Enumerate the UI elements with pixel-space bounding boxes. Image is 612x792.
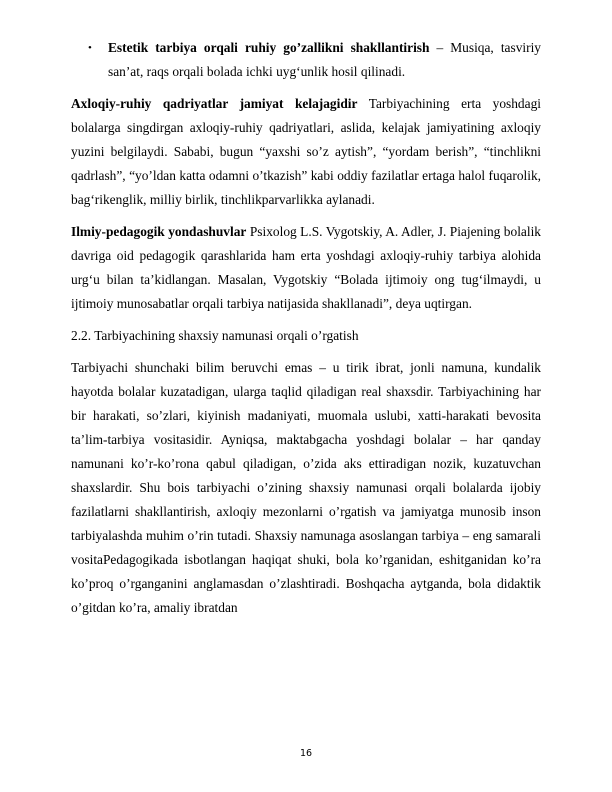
- paragraph-moral-values: [71, 92, 541, 212]
- page-number: 16: [299, 748, 313, 759]
- bullet-item: [71, 36, 541, 84]
- bullet-text: – Musiqa, tasviriy san’at, raqs orqali bolada ichki uyg‘unlik hosil qilinadi.: [108, 40, 541, 79]
- paragraph-scientific-approaches: [71, 220, 541, 316]
- bullet-heading: Estetik tarbiya orqali ruhiy go’zallikni shakllantirish: [108, 40, 430, 55]
- paragraph-heading: Ilmiy-pedagogik yondashuvlar: [71, 224, 247, 239]
- bullet-paragraph: [108, 36, 541, 84]
- paragraph-heading: Axloqiy-ruhiy qadriyatlar jamiyat kelajagidir: [71, 96, 358, 111]
- section-heading: 2.2. Tarbiyachining shaxsiy namunasi orqali o’rgatish: [71, 328, 359, 343]
- body-paragraph: Tarbiyachi shunchaki bilim beruvchi emas – u tirik ibrat, jonli namuna, kundalik hayotda bolalar kuzatadigan, ularga taqlid qiladigan real shaxsdir. Tarbiyachining har bir harakati, so’zlari, kiyinish madaniyati, muomala uslubi, xatti-harakati bevosita ta’lim-tarbiya vositasidir. Ayniqsa, maktabgacha yoshdagi bolalar – har qanday namunani ko’r-ko’rona qabul qiladigan, o’zida aks ettiradigan nozik, kuzatuvchan shaxslardir. Shu bois tarbiyachi o’zining shaxsiy namunasi orqali bolalarda ijobiy fazilatlarni shakllantirish, axloqiy mezonlarni o’rgatish va jamiyatga munosib inson tarbiyalashda muhim o’rin tutadi. Shaxsiy namunaga asoslangan tarbiya – eng samarali vositaPedagogikada isbotlangan haqiqat shuki, bola ko’rganidan, eshitganidan ko’ra ko’proq o’rganganini anglamasdan o’zlashtiradi. Boshqacha aytganda, bola didaktik o’gitdan ko’ra, amaliy ibratdan: [71, 360, 541, 615]
- paragraph-text: Tarbiyachining erta yoshdagi bolalarga singdirgan axloqiy-ruhiy qadriyatlari, aslida, kelajak jamiyatining axloqiy yuzini belgilaydi. Sababi, bugun “yaxshi so’z aytish”, “yordam berish”, “tinchlikni qadrlash”, “yo’ldan katta odamni o’tkazish” kabi oddiy fazilatlar ertaga halol fuqarolik, bag‘rikenglik, milliy birlik, tinchlikparvarlikka aylanadi.: [71, 96, 541, 207]
- paragraph-text: Psixolog L.S. Vygotskiy, A. Adler, J. Piajening bolalik davriga oid pedagogik qarashlarida ham erta yoshdagi axloqiy-ruhiy tarbiya alohida urg‘u bilan ta’kidlangan. Masalan, Vygotskiy “Bolada ijtimoiy ong tug‘ilmaydi, u ijtimoiy munosabatlar orqali tarbiya natijasida shakllanadi”, deya uqtirgan.: [71, 224, 541, 311]
- page-content: [71, 36, 541, 620]
- bullet-dot-icon: •: [88, 42, 92, 54]
